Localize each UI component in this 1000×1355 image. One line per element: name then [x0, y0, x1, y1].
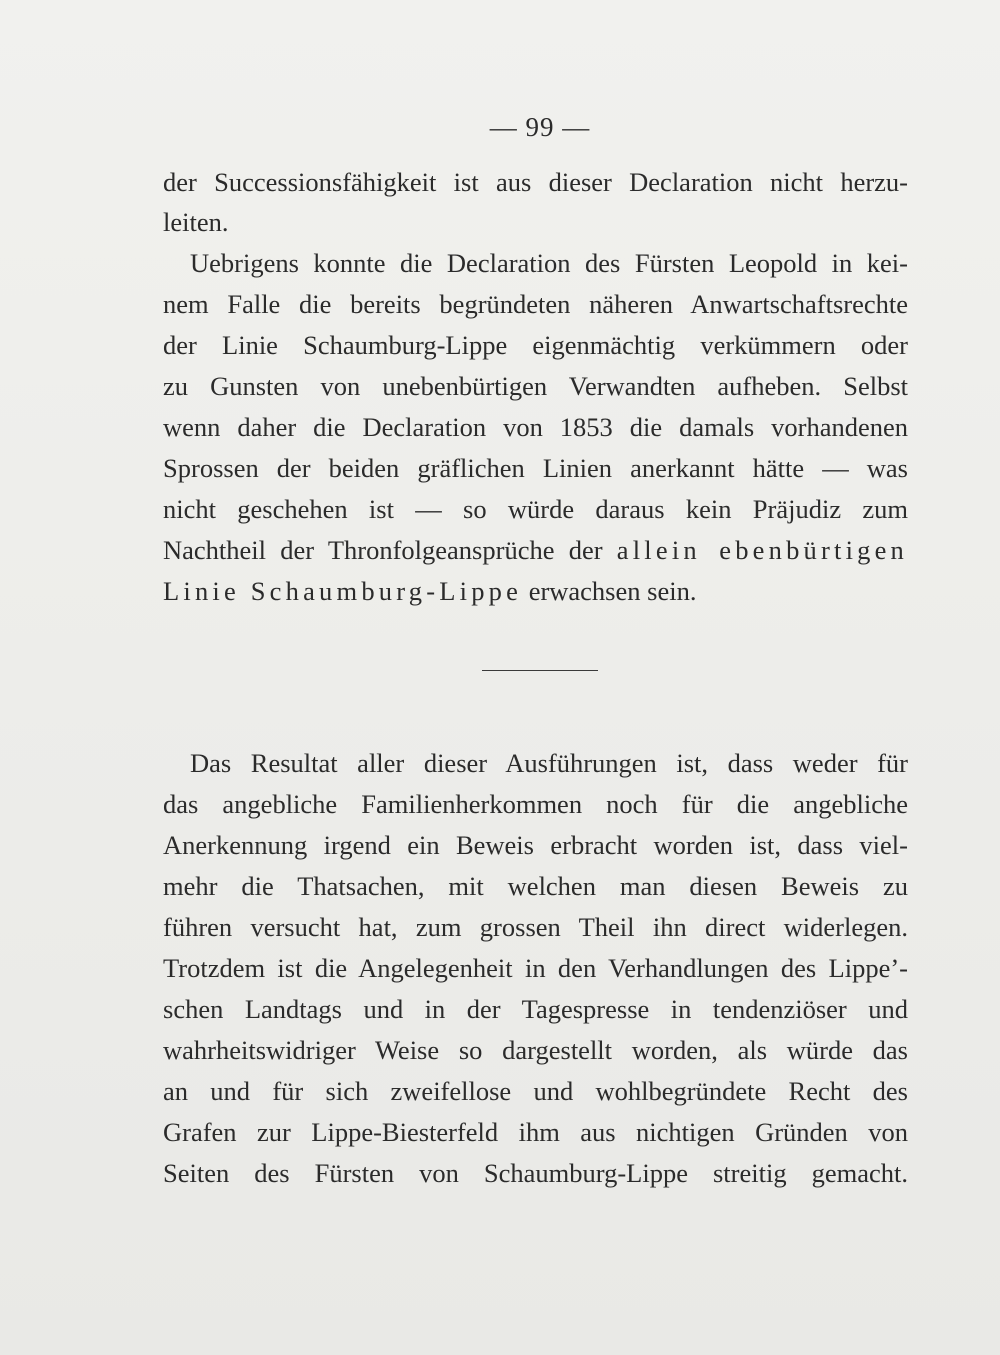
text-line: der Successionsfähigkeit ist aus dieser Declaration nicht herzu-	[163, 167, 908, 197]
section-divider	[482, 670, 598, 671]
text-line: wenn daher die Declaration von 1853 die damals vorhandenen	[163, 412, 908, 442]
text-line: zu Gunsten von unebenbürtigen Verwandten aufheben. Selbst	[163, 371, 908, 401]
text-line: an und für sich zweifellose und wohlbegründete Recht des	[163, 1076, 908, 1106]
text-line: Sprossen der beiden gräflichen Linien anerkannt hätte — was	[163, 453, 908, 483]
text-line: Das Resultat aller dieser Ausführungen ist, dass weder für	[190, 748, 908, 778]
emphasized-text: Linie Schaumburg-Lippe	[163, 576, 523, 606]
text-line	[163, 533, 908, 567]
page-number: — 99 —	[489, 112, 591, 142]
text-line: nicht geschehen ist — so würde daraus kein Präjudiz zum	[163, 494, 908, 524]
text-line: wahrheitswidriger Weise so dargestellt worden, als würde das	[163, 1035, 908, 1065]
text-line: der Linie Schaumburg-Lippe eigenmächtig verkümmern oder	[163, 330, 908, 360]
text-line: Anerkennung irgend ein Beweis erbracht worden ist, dass viel-	[163, 830, 908, 860]
text-line: Seiten des Fürsten von Schaumburg-Lippe streitig gemacht.	[163, 1158, 908, 1188]
text-line	[163, 574, 908, 608]
text-line: Uebrigens konnte die Declaration des Fürsten Leopold in kei-	[190, 248, 908, 278]
text-line: Grafen zur Lippe-Biesterfeld ihm aus nichtigen Gründen von	[163, 1117, 908, 1147]
text-line: mehr die Thatsachen, mit welchen man diesen Beweis zu	[163, 871, 908, 901]
text-line: nem Falle die bereits begründeten näheren Anwartschaftsrechte	[163, 289, 908, 319]
text-line: führen versucht hat, zum grossen Theil ihn direct widerlegen.	[163, 912, 908, 942]
text-line: Trotzdem ist die Angelegenheit in den Verhandlungen des Lippe’-	[163, 953, 908, 983]
text-line: das angebliche Familienherkommen noch für die angebliche	[163, 789, 908, 819]
text-segment: erwachsen sein.	[528, 576, 697, 606]
text-segment: Nachtheil der Thronfolgeansprüche der	[163, 535, 603, 565]
text-line: leiten.	[163, 207, 229, 237]
text-line: schen Landtags und in der Tagespresse in tendenziöser und	[163, 994, 908, 1024]
emphasized-text: allein ebenbürtigen	[616, 535, 909, 565]
